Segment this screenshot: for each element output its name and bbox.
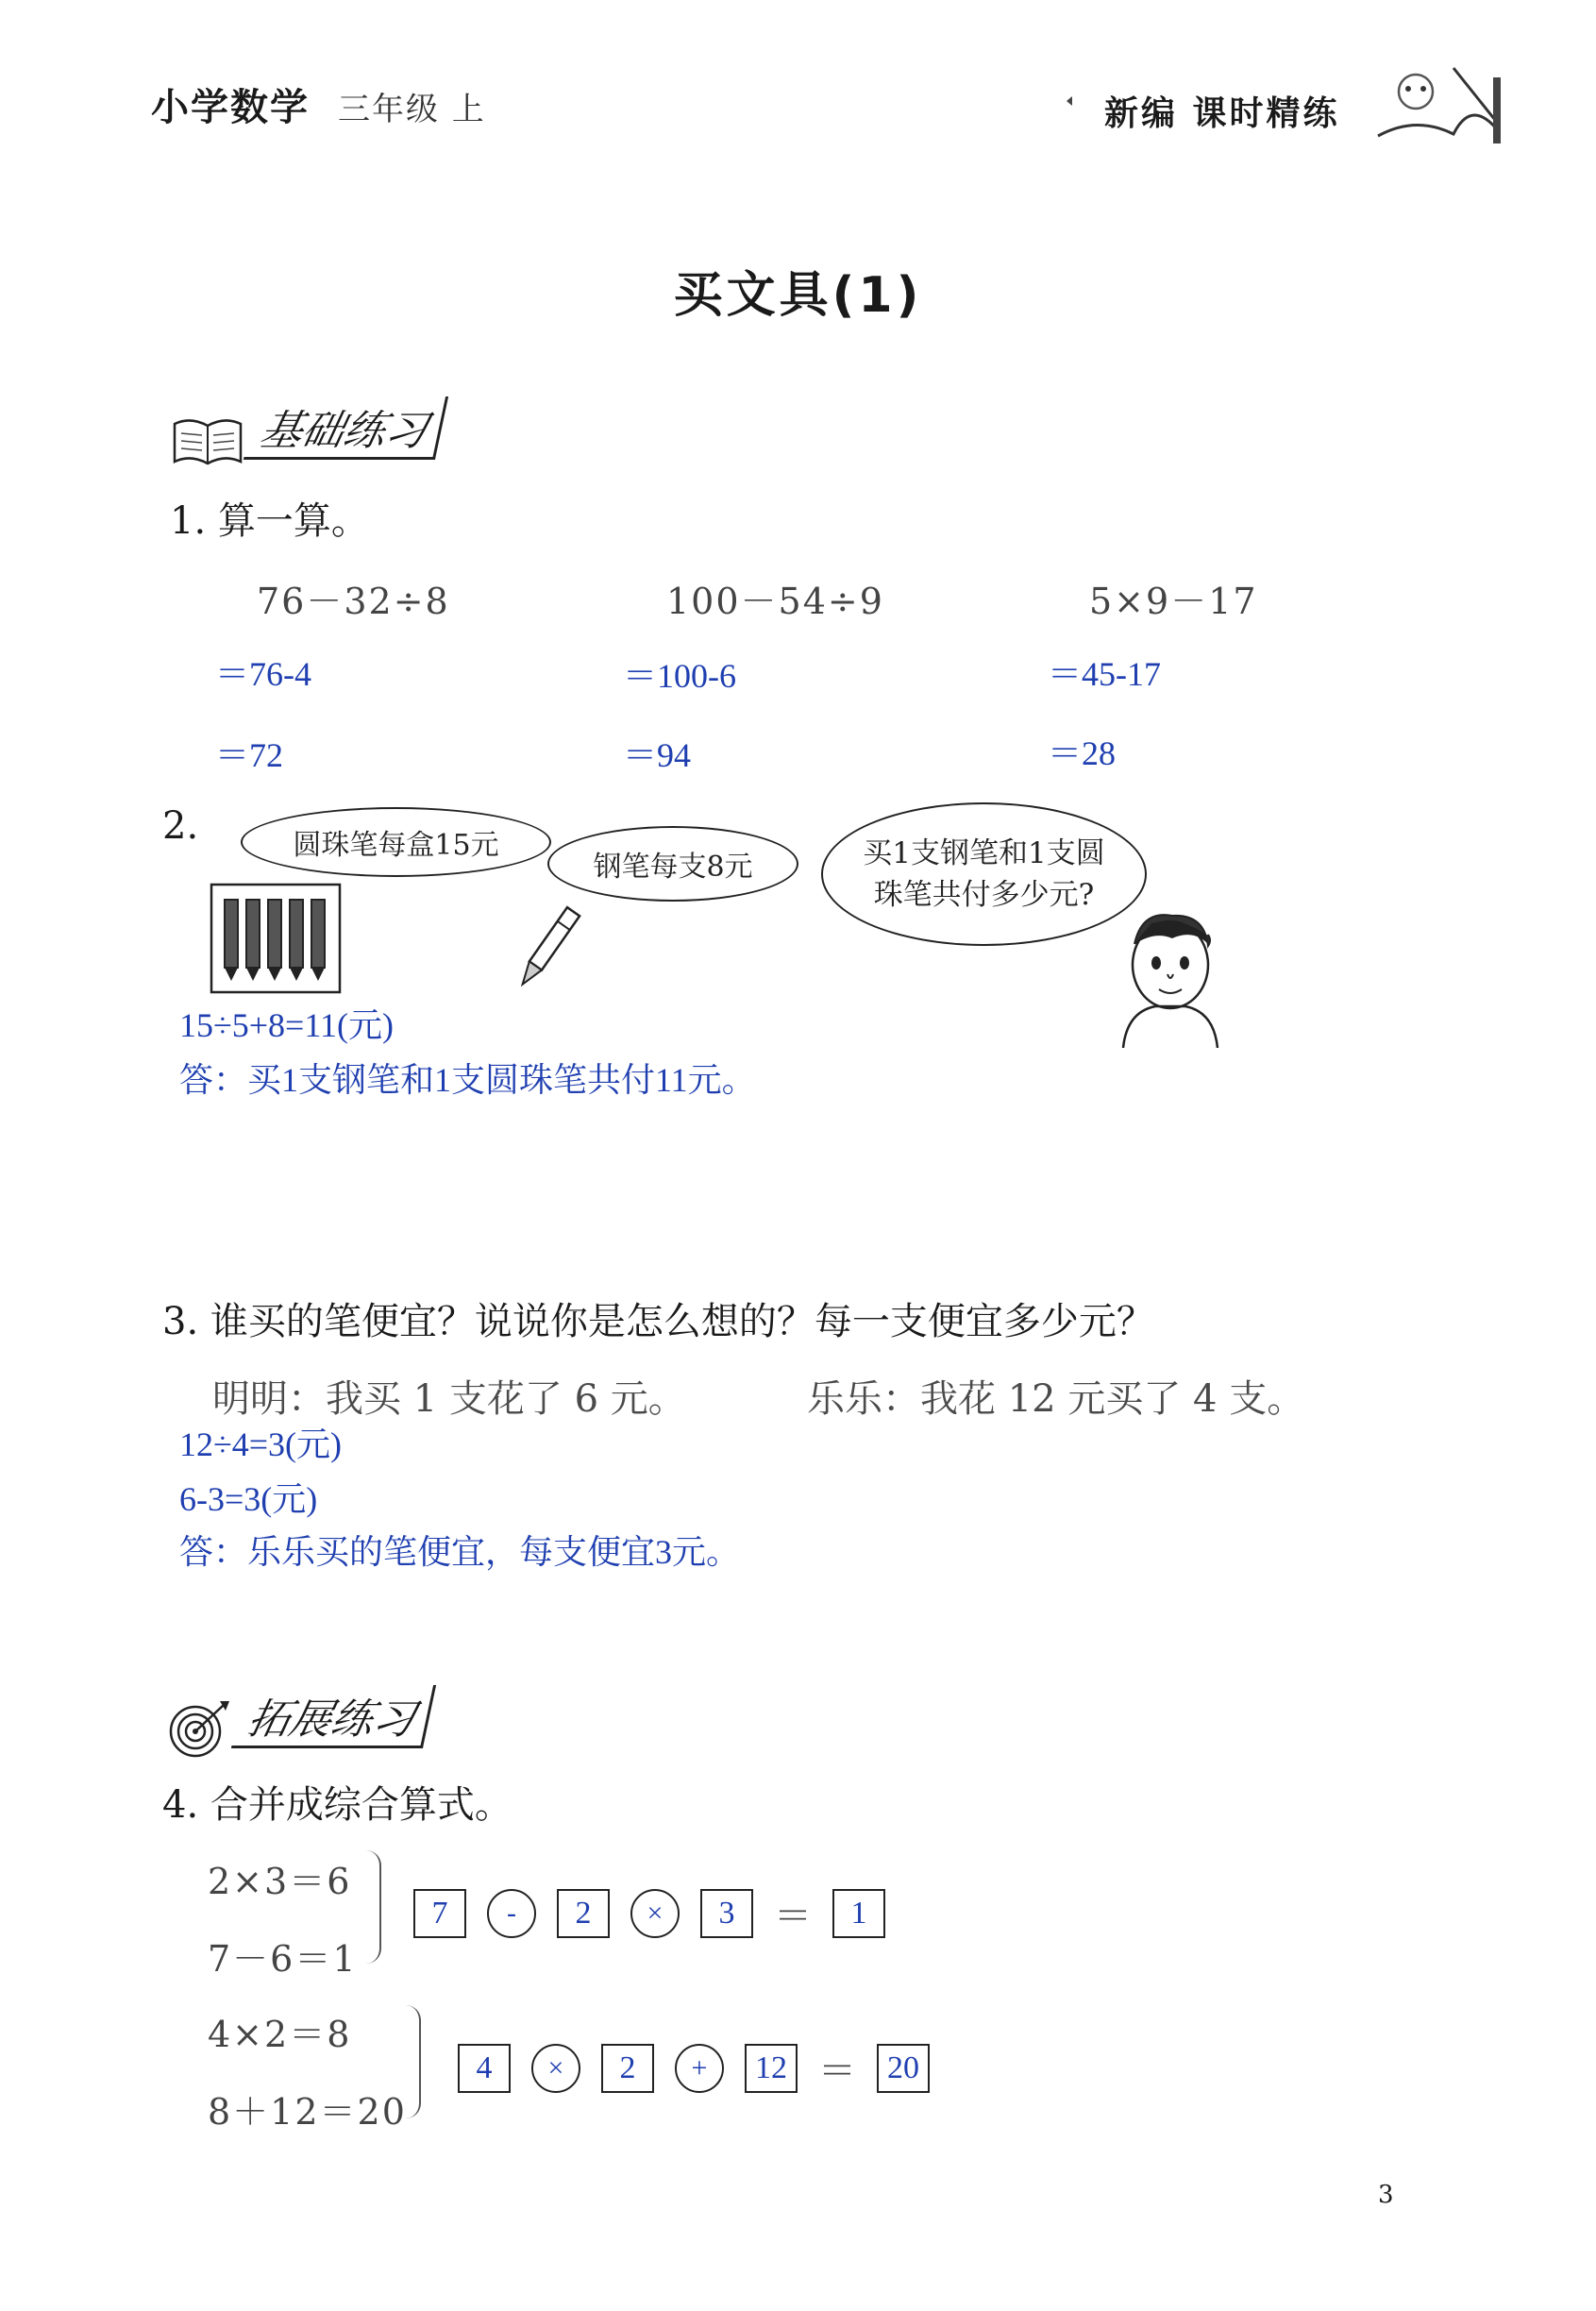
q4-g2-brace — [406, 2005, 421, 2118]
bubble-fountain-text: 钢笔每支8元 — [593, 851, 753, 884]
q3-mingming: 明明：我买 1 支花了 6 元。 — [212, 1377, 686, 1421]
q4-g1-cell-2[interactable]: 2 — [557, 1889, 610, 1938]
bubble-ballpoint-price — [241, 807, 551, 877]
q1-expr-1: 76－32÷8 — [257, 581, 450, 622]
q3-answer-text: 答：乐乐买的笔便宜，每支便宜3元。 — [179, 1533, 741, 1571]
q4-g1-cell-1[interactable]: 7 — [413, 1889, 466, 1938]
section-basic — [170, 396, 442, 469]
q4-g1-brace — [366, 1850, 381, 1964]
q4-g2-result[interactable]: 20 — [877, 2044, 930, 2093]
bubble-question — [821, 802, 1147, 946]
q3-calc-1: 12÷4=3(元) — [179, 1425, 343, 1463]
q4-g2-cell-1[interactable]: 4 — [458, 2044, 511, 2093]
page-title: 买文具(1) — [673, 267, 923, 324]
bubble-question-text: 买1支钢笔和1支圆珠笔共付多少元? — [863, 836, 1105, 912]
q4-g1-answer-row — [413, 1886, 885, 1940]
subject-label: 小学数学 — [151, 85, 310, 129]
section-extend-label: 拓展练习 — [238, 1695, 429, 1744]
q4-g2-op-2[interactable]: + — [675, 2044, 724, 2093]
page-number: 3 — [1378, 2181, 1394, 2209]
q4-g1-op-1[interactable]: - — [487, 1889, 536, 1938]
q4-g1-op-2[interactable]: × — [630, 1889, 680, 1938]
q1-step2-2: ＝94 — [623, 736, 692, 774]
open-book-icon — [170, 413, 245, 469]
q4-g1-equals: ＝ — [774, 1895, 812, 1937]
bubble-ballpoint-text: 圆珠笔每盒15元 — [293, 829, 499, 862]
q2-number: 2. — [162, 804, 199, 848]
q4-prompt: 4. 合并成综合算式。 — [162, 1783, 512, 1827]
q1-step1-2: ＝100-6 — [623, 657, 736, 695]
q3-lele: 乐乐：我花 12 元买了 4 支。 — [807, 1377, 1305, 1421]
q3-calc-2: 6-3=3(元) — [179, 1480, 318, 1518]
q1-step2-3: ＝28 — [1048, 734, 1117, 772]
pen-box-icon — [210, 883, 342, 994]
grade-label: 三年级 上 — [338, 91, 486, 128]
series-banner — [1057, 59, 1501, 153]
q3-prompt: 3. 谁买的笔便宜？说说你是怎么想的？每一支便宜多少元？ — [162, 1300, 1154, 1343]
q1-prompt: 1. 算一算。 — [170, 499, 369, 543]
target-icon — [165, 1699, 233, 1760]
boy-avatar — [1114, 906, 1227, 1048]
q4-g2-equals: ＝ — [818, 2050, 856, 2092]
q4-g1-eq-b: 7－6＝1 — [208, 1938, 358, 1980]
q1-expr-3: 5×9－17 — [1089, 581, 1258, 622]
q2-answer-text: 答：买1支钢笔和1支圆珠笔共付11元。 — [179, 1061, 756, 1099]
q4-g1-result[interactable]: 1 — [832, 1889, 885, 1938]
series-title: 新编 课时精练 — [1104, 93, 1340, 133]
bubble-fountain-price — [547, 826, 798, 902]
q4-g1-eq-a: 2×3＝6 — [208, 1861, 352, 1902]
q4-g2-cell-3[interactable]: 12 — [745, 2044, 798, 2093]
q4-g2-cell-2[interactable]: 2 — [601, 2044, 654, 2093]
q1-step1-3: ＝45-17 — [1048, 655, 1161, 693]
fountain-pen-icon — [500, 902, 595, 996]
section-extend — [165, 1685, 429, 1760]
q4-g1-cell-3[interactable]: 3 — [700, 1889, 753, 1938]
q4-g2-op-1[interactable]: × — [531, 2044, 580, 2093]
header-subject — [151, 77, 486, 131]
q1-step2-1: ＝72 — [215, 736, 284, 774]
q1-step1-1: ＝76-4 — [215, 655, 311, 693]
q4-g2-eq-a: 4×2＝8 — [208, 2014, 352, 2055]
q4-g2-answer-row — [458, 2041, 930, 2095]
q2-answer-calc: 15÷5+8=11(元) — [179, 1006, 395, 1044]
q1-expr-2: 100－54÷9 — [666, 581, 884, 622]
q4-g2-eq-b: 8＋12＝20 — [208, 2091, 407, 2133]
section-basic-label: 基础练习 — [250, 407, 442, 455]
